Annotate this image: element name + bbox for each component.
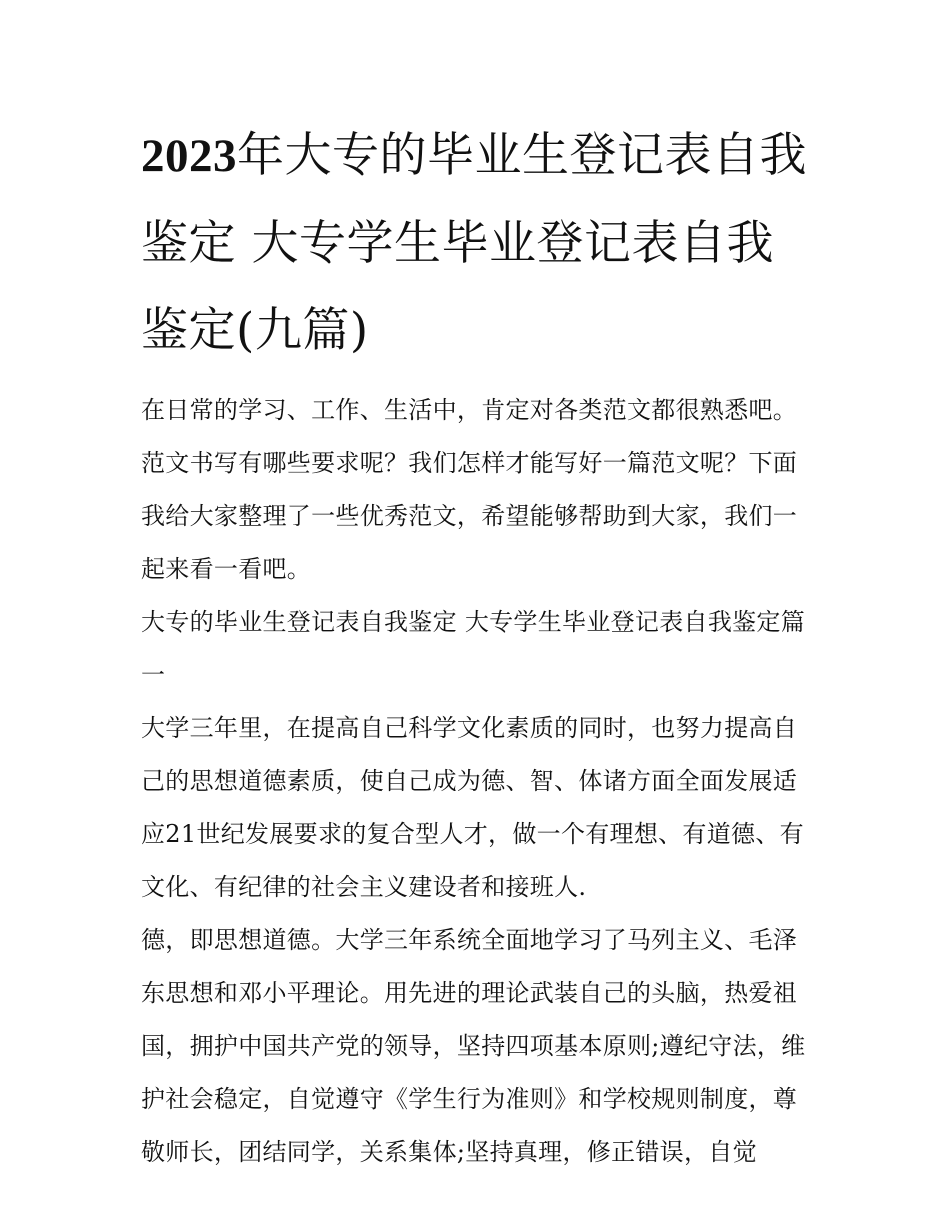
document-page <box>141 112 821 1179</box>
title-text: 年大专的毕业生登记表自我鉴定 大专学生毕业登记表自我鉴定(九篇) <box>141 128 807 358</box>
document-title <box>141 112 821 374</box>
body-paragraph: 德，即思想道德。大学三年系统全面地学习了马列主义、毛泽东思想和邓小平理论。用先进的理论武装自己的头脑，热爱祖国，拥护中国共产党的领导，坚持四项基本原则;遵纪守法，维护社会稳定，自觉遵守《学生行为准则》和学校规则制度，尊敬师长，团结同学，关系集体;坚持真理，修正错误，自觉 <box>141 926 806 1166</box>
intro-paragraph: 在日常的学习、工作、生活中，肯定对各类范文都很熟悉吧。范文书写有哪些要求呢？我们怎样才能写好一篇范文呢？下面我给大家整理了一些优秀范文，希望能够帮助到大家，我们一起来看一看吧。 <box>141 396 798 583</box>
title-year: 2023 <box>141 130 237 182</box>
body-paragraph: 大学三年里，在提高自己科学文化素质的同时，也努力提高自己的思想道德素质，使自己成为德、智、体诸方面全面发展适应21世纪发展要求的复合型人才，做一个有理想、有道德、有文化、有纪律的社会主义建设者和接班人. <box>141 714 804 901</box>
document-body <box>141 384 821 1179</box>
section-heading: 大专的毕业生登记表自我鉴定 大专学生毕业登记表自我鉴定篇一 <box>141 608 806 689</box>
